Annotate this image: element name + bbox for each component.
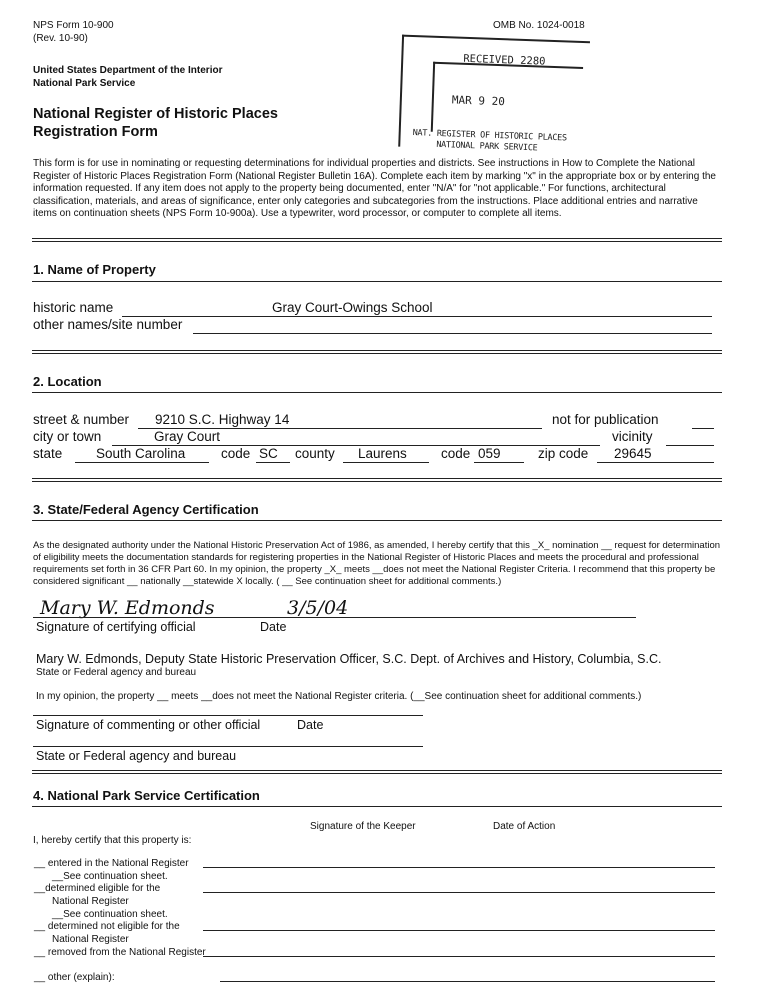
other-names-label: other names/site number bbox=[33, 317, 183, 332]
page-title: National Register of Historic Places bbox=[33, 106, 278, 122]
keeper-signature-line[interactable] bbox=[203, 930, 715, 931]
vicinity-field[interactable] bbox=[666, 445, 714, 446]
city-value[interactable]: Gray Court bbox=[154, 429, 221, 444]
form-number: NPS Form 10-900 bbox=[33, 20, 114, 31]
handwritten-signature: Mary W. Edmonds bbox=[40, 597, 215, 619]
option-eligible-continuation[interactable]: __See continuation sheet. bbox=[52, 909, 168, 920]
state-label: state bbox=[33, 446, 63, 461]
comment-signature-label: Signature of commenting or other official bbox=[36, 718, 261, 732]
received-stamp bbox=[398, 35, 597, 160]
handwritten-date: 3/5/04 bbox=[287, 597, 349, 619]
county-code-value[interactable]: 059 bbox=[478, 446, 501, 461]
certify-text: I, hereby certify that this property is: bbox=[33, 835, 192, 846]
option-eligible-2: National Register bbox=[52, 896, 129, 907]
option-removed[interactable]: __ removed from the National Register bbox=[34, 947, 206, 958]
keeper-signature-line[interactable] bbox=[203, 867, 715, 868]
stamp-line-1: NAT. REGISTER OF HISTORIC PLACES bbox=[412, 128, 567, 144]
divider bbox=[32, 478, 722, 482]
agency2-label: State or Federal agency and bureau bbox=[36, 749, 237, 763]
service-name: National Park Service bbox=[33, 78, 136, 89]
city-label: city or town bbox=[33, 429, 102, 444]
state-code-line bbox=[256, 462, 290, 463]
department-name: United States Department of the Interior bbox=[33, 65, 223, 76]
signature-label: Signature of certifying official bbox=[36, 620, 196, 634]
agency2-line[interactable] bbox=[33, 746, 423, 747]
divider bbox=[32, 392, 722, 393]
divider bbox=[32, 238, 722, 242]
date-label: Date bbox=[260, 620, 287, 634]
keeper-signature-line[interactable] bbox=[203, 956, 715, 957]
stamp-date: MAR 9 20 bbox=[451, 93, 506, 109]
vicinity-label: vicinity bbox=[612, 429, 653, 444]
divider bbox=[32, 281, 722, 282]
keeper-label: Signature of the Keeper bbox=[310, 821, 416, 832]
comment-signature-line[interactable] bbox=[33, 715, 423, 716]
omb-number: OMB No. 1024-0018 bbox=[493, 20, 585, 31]
divider bbox=[32, 806, 722, 807]
historic-name-line bbox=[122, 316, 712, 317]
state-line bbox=[75, 462, 209, 463]
option-entered-continuation[interactable]: __See continuation sheet. bbox=[52, 871, 168, 882]
county-code-line bbox=[474, 462, 524, 463]
street-label: street & number bbox=[33, 412, 130, 427]
zip-value[interactable]: 29645 bbox=[614, 446, 652, 461]
stamp-received: RECEIVED 2280 bbox=[463, 52, 546, 68]
historic-name-label: historic name bbox=[33, 300, 114, 315]
option-not-eligible-2: National Register bbox=[52, 934, 129, 945]
keeper-signature-line[interactable] bbox=[203, 892, 715, 893]
intro-paragraph: This form is for use in nominating or requesting determinations for individual properties and districts. See instructions in How to Complete the National Register of Historic Places Registration Form (National Register Bulletin 16A). Complete each item by marking "x" in the appropriate box or by entering the information requested. If any item does not apply to the property being documented, enter "N/A" for "not applicable." For functions, architectural classification, materials, and areas of significance, enter only categories and subcategories from the instructions. Place additional entries and narrative items on continuation sheets (NPS Form 10-900a). Use a typewriter, word processor, or computer to complete all items. bbox=[33, 158, 716, 219]
certifying-official: Mary W. Edmonds, Deputy State Historic Preservation Officer, S.C. Dept. of Archives and History, Columbia, S.C. bbox=[36, 652, 662, 666]
other-explain-line[interactable] bbox=[220, 981, 715, 982]
not-for-publication-label: not for publication bbox=[552, 412, 659, 427]
opinion-text: In my opinion, the property __ meets __does not meet the National Register criteria. (__See continuation sheet for additional comments.) bbox=[36, 691, 642, 702]
form-revision: (Rev. 10-90) bbox=[33, 33, 88, 44]
divider bbox=[32, 350, 722, 354]
section-2-heading: 2. Location bbox=[33, 374, 102, 389]
divider bbox=[32, 770, 722, 774]
zip-label: zip code bbox=[538, 446, 589, 461]
page-subtitle: Registration Form bbox=[33, 124, 158, 140]
option-not-eligible[interactable]: __ determined not eligible for the bbox=[34, 921, 180, 932]
county-code-label: code bbox=[441, 446, 471, 461]
option-entered[interactable]: __ entered in the National Register bbox=[34, 858, 189, 869]
zip-line bbox=[597, 462, 714, 463]
county-label: county bbox=[295, 446, 335, 461]
historic-name-value[interactable]: Gray Court-Owings School bbox=[272, 300, 433, 315]
action-date-label: Date of Action bbox=[493, 821, 556, 832]
option-eligible[interactable]: __determined eligible for the bbox=[34, 883, 161, 894]
section-1-heading: 1. Name of Property bbox=[33, 262, 156, 277]
street-value[interactable]: 9210 S.C. Highway 14 bbox=[155, 412, 290, 427]
divider bbox=[32, 520, 722, 521]
other-names-field[interactable] bbox=[193, 333, 712, 334]
state-value[interactable]: South Carolina bbox=[96, 446, 186, 461]
signature-line[interactable] bbox=[33, 617, 636, 618]
section-3-heading: 3. State/Federal Agency Certification bbox=[33, 502, 259, 517]
stamp-line-2: NATIONAL PARK SERVICE bbox=[436, 139, 538, 154]
state-code-value[interactable]: SC bbox=[259, 446, 278, 461]
section-4-heading: 4. National Park Service Certification bbox=[33, 788, 260, 803]
option-other[interactable]: __ other (explain): bbox=[34, 972, 115, 983]
not-for-publication-field[interactable] bbox=[692, 428, 714, 429]
state-code-label: code bbox=[221, 446, 251, 461]
agency-label: State or Federal agency and bureau bbox=[36, 667, 197, 678]
comment-date-label: Date bbox=[297, 718, 324, 732]
county-value[interactable]: Laurens bbox=[358, 446, 407, 461]
certification-paragraph: As the designated authority under the National Historic Preservation Act of 1986, as amended, I hereby certify that this _X_ nomination __ request for determination of eligibility meets the documentation standards for registering properties in the National Register of Historic Places and meets the procedural and professional requirements set forth in 36 CFR Part 60. In my opinion, the property _X_ meets __does not meet the National Register Criteria. I recommend that this property be considered significant __ nationally __statewide X locally. ( __ See continuation sheet for additional comments.) bbox=[33, 540, 721, 587]
county-line bbox=[343, 462, 429, 463]
